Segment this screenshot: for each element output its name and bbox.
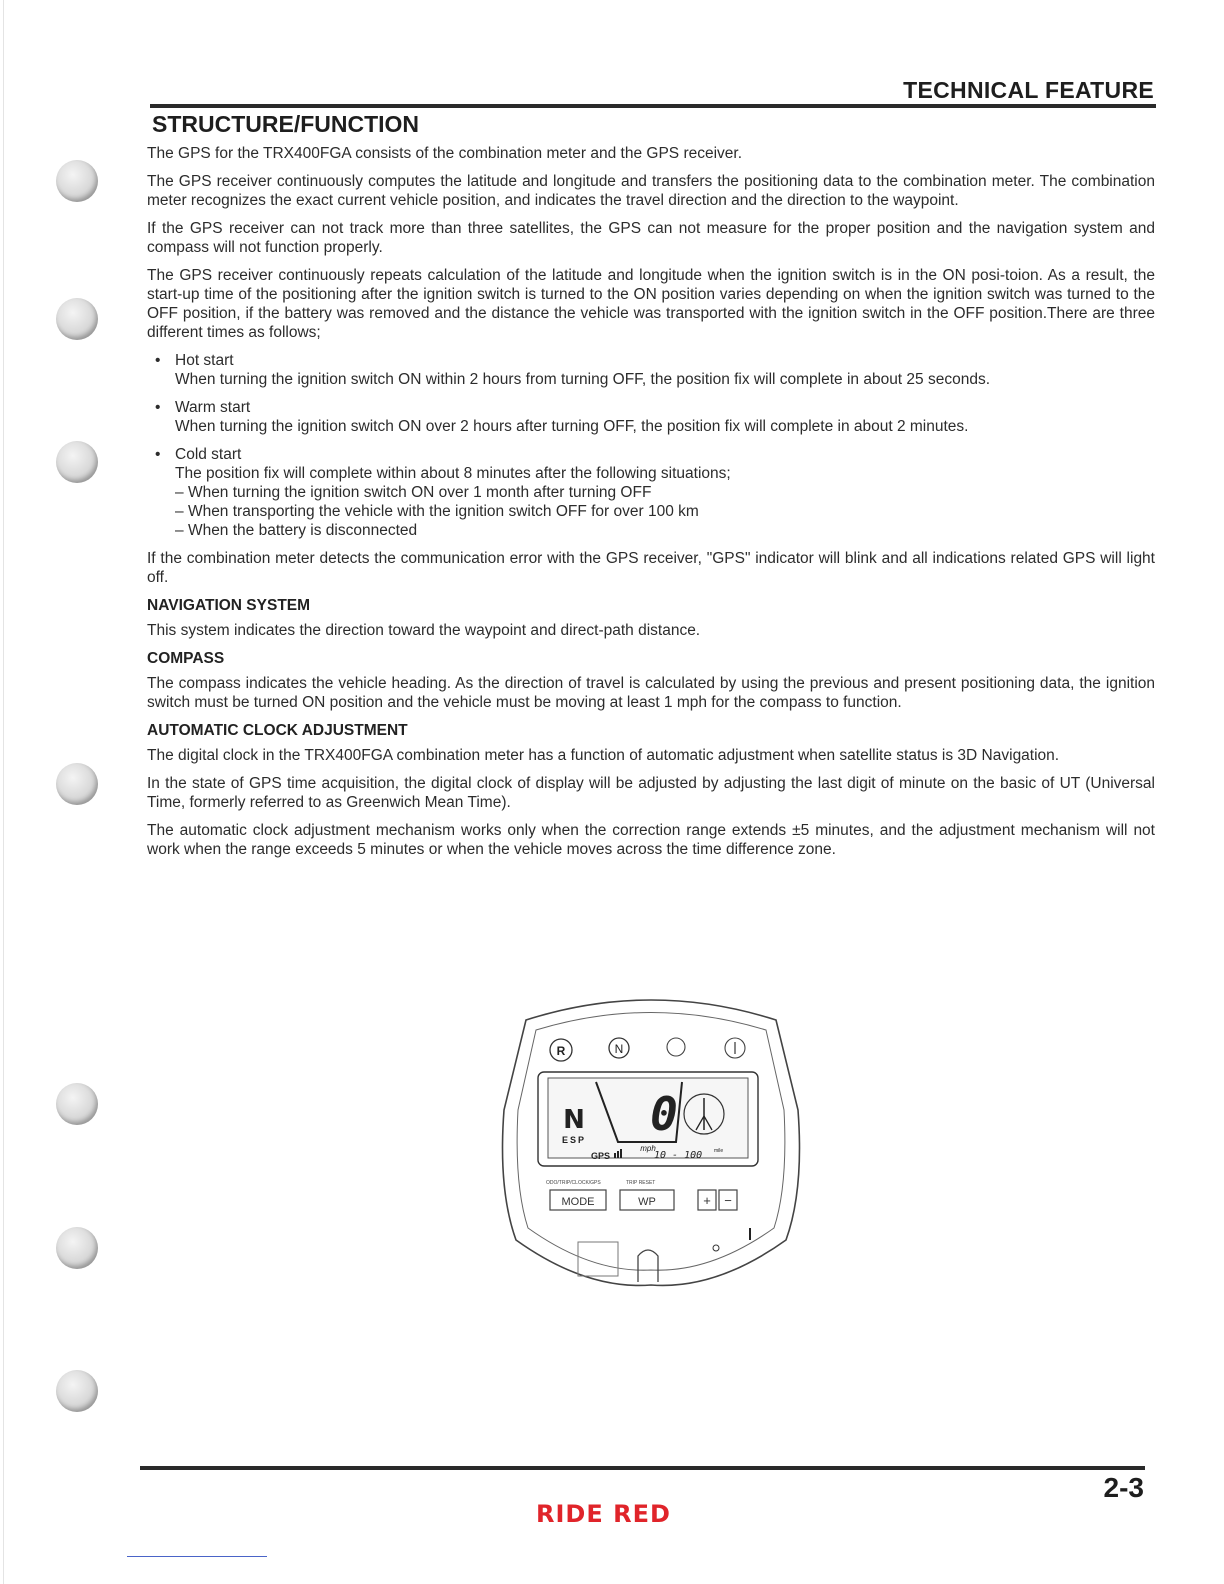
page-number: 2-3 — [1103, 1472, 1144, 1503]
speed-unit-label: mph — [640, 1144, 656, 1153]
gps-indicator-label: GPS — [591, 1151, 611, 1161]
binder-hole — [56, 1083, 98, 1125]
mount-screw-icon — [713, 1245, 719, 1251]
sub-item: – When transporting the vehicle with the ignition switch OFF for over 100 km — [175, 502, 1155, 521]
bullet-title: Hot start — [175, 352, 234, 369]
paragraph: The compass indicates the vehicle heading. As the direction of travel is calculated by using the previous and present positioning data, the ignition switch must be turned ON position and the vehicle must be moving at least 1 mph for the compass to function. — [147, 675, 1155, 711]
paragraph: In the state of GPS time acquisition, the digital clock of display will be adjusted by adjusting the last digit of minute on the basic of UT (Universal Time, formerly referred to as Greenwich Mean Time). — [147, 775, 1155, 811]
esp-label: ESP — [561, 1135, 587, 1145]
reverse-indicator-label: R — [556, 1044, 566, 1058]
sub-item: – When the battery is disconnected — [175, 521, 1155, 540]
subheading-clock: AUTOMATIC CLOCK ADJUSTMENT — [147, 722, 408, 739]
distance-unit-label: mile — [714, 1148, 724, 1154]
binder-hole — [56, 160, 98, 202]
meter-cable — [638, 1250, 658, 1282]
gps-signal-bar — [614, 1153, 616, 1158]
gps-signal-bar — [617, 1151, 619, 1158]
bullet-title: Cold start — [175, 446, 242, 463]
page-title: STRUCTURE/FUNCTION — [152, 111, 420, 137]
speed-display: 0 — [650, 1087, 678, 1141]
binder-hole — [56, 1370, 98, 1412]
sub-item: – When turning the ignition switch ON over 1 month after turning OFF — [175, 483, 1155, 502]
plus-button-label: + — [703, 1193, 711, 1208]
paragraph: If the GPS receiver can not track more than three satellites, the GPS can not measure for the proper position and the navigation system and compass will not function properly. — [147, 220, 1155, 256]
list-item — [155, 351, 1155, 389]
paragraph: The GPS for the TRX400FGA consists of the combination meter and the GPS receiver. — [147, 145, 743, 162]
paragraph: The automatic clock adjustment mechanism works only when the correction range extends ±5 minutes, and the adjustment mechanism will not work when the range exceeds 5 minutes or when the vehicle moves across the time difference zone. — [147, 822, 1155, 858]
paragraph: The digital clock in the TRX400FGA combination meter has a function of automatic adjustment when satellite status is 3D Navigation. — [147, 747, 1060, 764]
list-item — [155, 398, 1155, 436]
bullet-text: When turning the ignition switch ON within 2 hours from turning OFF, the position fix will complete in about 25 seconds. — [175, 371, 991, 388]
footer-mark — [127, 1556, 267, 1557]
subheading-compass: COMPASS — [147, 650, 225, 667]
neutral-indicator-label: N — [614, 1042, 624, 1056]
subheading-navigation: NAVIGATION SYSTEM — [147, 597, 311, 614]
paragraph: If the combination meter detects the communication error with the GPS receiver, "GPS" indicator will blink and all indications related GPS will light off. — [147, 550, 1155, 586]
page-edge — [3, 0, 4, 1584]
mode-button-label: MODE — [561, 1196, 595, 1208]
binder-hole — [56, 763, 98, 805]
wp-button-caption: TRIP RESET — [626, 1180, 656, 1186]
binder-hole — [56, 298, 98, 340]
document-body — [147, 144, 1155, 868]
section-label: TECHNICAL FEATURE — [903, 77, 1154, 103]
wp-button-label: WP — [638, 1196, 656, 1208]
brand-watermark: RIDE RED — [536, 1500, 671, 1528]
combination-meter-illustration — [486, 990, 816, 1300]
bullet-icon: • — [155, 399, 161, 416]
bullet-title: Warm start — [175, 399, 251, 416]
bullet-text: The position fix will complete within about 8 minutes after the following situations; — [175, 465, 731, 482]
binder-hole — [56, 1227, 98, 1269]
binder-hole — [56, 441, 98, 483]
mode-button-caption: ODO/TRIP/CLOCK/GPS — [546, 1180, 601, 1186]
paragraph: The GPS receiver continuously repeats calculation of the latitude and longitude when the ignition switch is in the ON posi-toion. As a result, the start-up time of the positioning after the ignition switch is turned to the ON position varies depending on when the ignition switch was turned to the OFF position, if the battery was removed and the distance the vehicle was transported with the ignition switch in the OFF position.There are three different times as follows; — [147, 267, 1155, 341]
bullet-text: When turning the ignition switch ON over 2 hours after turning OFF, the position fix will complete in about 2 minutes. — [175, 418, 969, 435]
paragraph: This system indicates the direction toward the waypoint and direct-path distance. — [147, 622, 701, 639]
header-rule — [150, 104, 1156, 108]
list-item — [155, 445, 1155, 540]
gear-position-display: N — [563, 1105, 585, 1135]
paragraph: The GPS receiver continuously computes the latitude and longitude and transfers the positioning data to the combination meter. The combination meter recognizes the exact current vehicle position, and indicates the travel direction and the direction to the waypoint. — [147, 173, 1155, 209]
distance-display: 10 - 100 — [654, 1150, 703, 1161]
bullet-icon: • — [155, 352, 161, 369]
gps-signal-bar — [620, 1149, 622, 1158]
bullet-icon: • — [155, 446, 161, 463]
footer-rule — [140, 1466, 1145, 1470]
oil-indicator-icon — [667, 1038, 685, 1056]
meter-drawing — [486, 990, 816, 1300]
minus-button-label: − — [724, 1193, 732, 1208]
